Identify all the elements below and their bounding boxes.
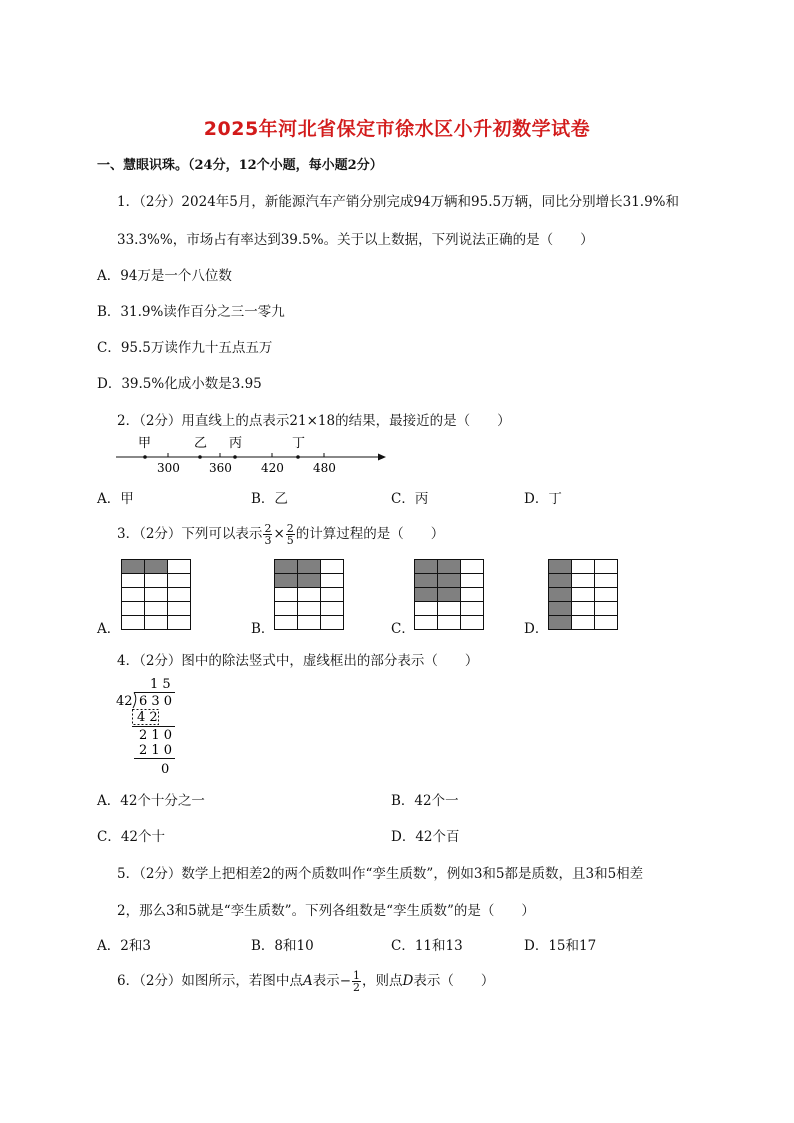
q3-option-c-label: C． [391, 621, 415, 637]
q4-option-d: D．42个百 [391, 829, 460, 845]
q3-option-b-label: B． [251, 621, 275, 637]
q6-point-a: A [302, 973, 313, 989]
remainder-2: 0 [161, 762, 170, 777]
point-ding [296, 455, 300, 459]
point-yi [198, 455, 202, 459]
dividend: 6 3 0 [139, 694, 173, 709]
q5-option-d: D．15和17 [524, 938, 597, 954]
q2-option-d: D．丁 [524, 491, 562, 507]
q2-number-line [110, 432, 395, 478]
tick-300: 300 [157, 461, 180, 475]
point-jia [143, 455, 147, 459]
q3-text [117, 520, 444, 548]
page-title: 2025年河北省保定市徐水区小升初数学试卷 [203, 118, 591, 140]
label-jia: 甲 [138, 436, 152, 451]
q3-times: × [273, 526, 285, 542]
q3-option-d-label: D． [524, 621, 549, 637]
q3-option-a-label: A． [97, 621, 121, 637]
q3-grid-b [274, 559, 346, 631]
q1-line2: 33.3%%，市场占有率达到39.5%。关于以上数据，下列说法正确的是（ ） [117, 232, 594, 248]
q5-line2: 2，那么3和5就是“孪生质数”。下列各组数是“孪生质数”的是（ ） [117, 903, 535, 919]
q1-option-d: D．39.5%化成小数是3.95 [97, 376, 262, 392]
q6-mid: 表示 [312, 973, 340, 989]
q4-option-a: A．42个十分之一 [97, 793, 205, 809]
q6-mid2: ，则点 [362, 973, 403, 989]
q3-grid-d [548, 559, 620, 631]
q6-suffix: 表示（ ） [413, 973, 495, 989]
q6-point-d: D [402, 973, 414, 989]
q2-text: 2．（2分）用直线上的点表示21×18的结果，最接近的是（ ） [117, 413, 511, 429]
q2-option-b: B．乙 [251, 491, 288, 507]
tick-360: 360 [209, 461, 232, 475]
tick-420: 420 [261, 461, 284, 475]
label-bing: 丙 [229, 436, 243, 451]
subtract-1: 4 2 [137, 710, 158, 725]
q3-grid-a [121, 559, 193, 631]
point-bing [233, 455, 237, 459]
q1-option-c: C．95.5万读作九十五点五万 [97, 340, 273, 356]
q3-fraction-1: $\frac{2}{3}$ [264, 522, 272, 547]
q6-fraction: $\frac{1}{2}$ [353, 969, 360, 994]
quotient: 1 5 [150, 677, 171, 692]
q4-long-division [113, 674, 183, 778]
q5-option-a: A．2和3 [97, 938, 151, 954]
q2-option-a: A．甲 [97, 491, 134, 507]
q1-line1: 1．（2分）2024年5月，新能源汽车产销分别完成94万辆和95.5万辆，同比分别增长31.9%和 [117, 194, 679, 210]
q3-fraction-2: $\frac{2}{5}$ [286, 522, 294, 547]
q1-option-a: A．94万是一个八位数 [97, 268, 232, 284]
q4-option-b: B．42个一 [391, 793, 459, 809]
q5-option-c: C．11和13 [391, 938, 463, 954]
section-heading: 一、慧眼识珠。（24分，12个小题，每小题2分） [97, 158, 383, 173]
label-ding: 丁 [292, 436, 306, 451]
remainder-1: 2 1 0 [139, 728, 173, 743]
q3-prefix: 3．（2分）下列可以表示 [117, 526, 263, 542]
divisor: 42 [116, 694, 133, 709]
q3-suffix: 的计算过程的是（ ） [295, 526, 445, 542]
q6-minus: − [339, 973, 351, 989]
subtract-2: 2 1 0 [139, 743, 173, 758]
q4-text: 4．（2分）图中的除法竖式中，虚线框出的部分表示（ ） [117, 653, 479, 669]
q6-text [117, 967, 494, 995]
label-yi: 乙 [194, 436, 208, 451]
q5-option-b: B．8和10 [251, 938, 314, 954]
q5-line1: 5．（2分）数学上把相差2的两个质数叫作“孪生质数”，例如3和5都是质数，且3和5相差 [117, 866, 644, 882]
q3-grid-c [414, 559, 486, 631]
q4-option-c: C．42个十 [97, 829, 166, 845]
tick-480: 480 [313, 461, 336, 475]
q1-option-b: B．31.9%读作百分之三一零九 [97, 304, 285, 320]
q2-option-c: C．丙 [391, 491, 429, 507]
q6-prefix: 6．（2分）如图所示，若图中点 [117, 973, 303, 989]
